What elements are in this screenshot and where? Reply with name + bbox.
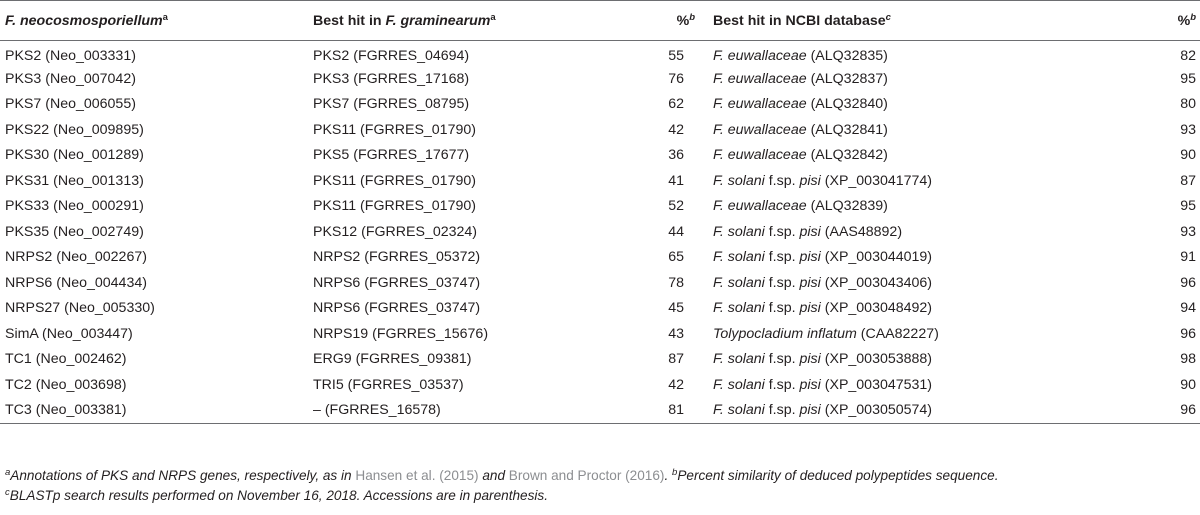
cell-fn-gene: PKS22 (Neo_009895) (5, 121, 144, 138)
cell-fn-gene: TC3 (Neo_003381) (0, 398, 313, 424)
footnote-text: . (664, 468, 673, 483)
footnote-marker: a (162, 11, 168, 23)
forma-name: pisi (799, 172, 821, 189)
header-ncbi-percent (1143, 1, 1200, 41)
table-row (0, 372, 1200, 398)
cell-fg-hit: – (FGRRES_16578) (313, 398, 603, 424)
cell-ncbi-hit (713, 143, 1143, 169)
cell-fg-hit: NRPS6 (FGRRES_03747) (313, 274, 481, 291)
species-name: F. euwallaceae (713, 121, 807, 138)
table-row (0, 270, 1200, 296)
cell-fg-percent: 52 (668, 198, 684, 215)
cell-ncbi-hit (713, 41, 1143, 67)
cell-ncbi-hit (713, 194, 1143, 220)
cell-fg-percent: 65 (668, 249, 684, 266)
cell-ncbi-percent: 93 (1180, 121, 1196, 138)
cell-ncbi-hit (713, 372, 1143, 398)
forma-name: pisi (799, 223, 821, 240)
forma-name: pisi (799, 351, 821, 368)
species-name: F. solani (713, 376, 765, 393)
cell-ncbi-percent: 96 (1180, 325, 1196, 342)
accession: (XP_003044019) (824, 249, 933, 266)
forma-name: pisi (799, 402, 821, 418)
species-name: F. euwallaceae (713, 96, 807, 113)
footnote-marker: a (5, 467, 11, 478)
cell-fg-hit: PKS5 (FGRRES_17677) (313, 147, 470, 164)
accession: (ALQ32835) (810, 47, 888, 64)
footnote-marker: b (1190, 11, 1196, 23)
accession: (ALQ32841) (810, 121, 888, 138)
cell-fn-gene: PKS3 (Neo_007042) (5, 70, 136, 87)
cell-ncbi-hit (713, 92, 1143, 118)
table-row (0, 398, 1200, 424)
cell-ncbi-percent: 90 (1180, 147, 1196, 164)
accession: (ALQ32839) (810, 198, 888, 215)
species-name: F. solani (713, 351, 765, 368)
cell-fg-hit: ERG9 (FGRRES_09381) (313, 351, 472, 368)
forma-specialis: f.sp. (764, 402, 800, 418)
cell-fn-gene: TC1 (Neo_002462) (5, 351, 127, 368)
cell-fg-percent: 42 (668, 376, 684, 393)
forma-specialis: f.sp. (764, 300, 800, 317)
species-name: F. solani (713, 274, 765, 291)
forma-specialis: f.sp. (764, 249, 800, 266)
species-name: F. euwallaceae (713, 70, 807, 87)
cell-ncbi-hit (713, 117, 1143, 143)
cell-ncbi-percent: 80 (1180, 96, 1196, 113)
cell-ncbi-hit (713, 321, 1143, 347)
cell-ncbi-percent: 98 (1180, 351, 1196, 368)
cell-fg-percent: 45 (668, 300, 684, 317)
cell-ncbi-percent: 95 (1180, 198, 1196, 215)
accession: (ALQ32837) (810, 70, 888, 87)
table-row (0, 347, 1200, 373)
cell-fg-hit: PKS12 (FGRRES_02324) (313, 223, 478, 240)
species-name: F. solani (713, 300, 765, 317)
footnote-text: Annotations of PKS and NRPS genes, respectively, as in (10, 468, 356, 483)
cell-fg-percent: 36 (668, 147, 684, 164)
header-row (0, 1, 1200, 41)
species-name: F. solani (713, 249, 765, 266)
header-label: Best hit in (313, 12, 386, 29)
forma-name: pisi (799, 274, 821, 291)
cell-fg-percent: 43 (668, 325, 684, 342)
cell-ncbi-percent: 94 (1180, 300, 1196, 317)
cell-fg-percent: 62 (668, 96, 684, 113)
cell-fn-gene: SimA (Neo_003447) (5, 325, 133, 342)
header-label: % (676, 12, 690, 29)
cell-fn-gene: PKS33 (Neo_000291) (5, 198, 144, 215)
cell-fg-hit: NRPS19 (FGRRES_15676) (313, 325, 489, 342)
cell-fg-percent: 81 (603, 398, 713, 424)
cell-ncbi-percent: 87 (1180, 172, 1196, 189)
accession: (ALQ32842) (810, 147, 888, 164)
cell-fg-hit: NRPS6 (FGRRES_03747) (313, 300, 481, 317)
accession: (XP_003047531) (824, 376, 933, 393)
reference-link[interactable]: Hansen et al. (2015) (355, 468, 479, 483)
cell-fg-percent: 42 (668, 121, 684, 138)
forma-name: pisi (799, 376, 821, 393)
accession: (ALQ32840) (810, 96, 888, 113)
forma-specialis: f.sp. (764, 172, 800, 189)
cell-ncbi-percent: 93 (1180, 223, 1196, 240)
cell-ncbi-percent: 95 (1180, 70, 1196, 87)
footnote-marker: c (5, 487, 10, 498)
cell-fn-gene: PKS2 (Neo_003331) (5, 47, 136, 64)
footnote-marker: a (490, 11, 496, 23)
header-fn-species (0, 1, 313, 41)
forma-specialis: f.sp. (764, 376, 800, 393)
accession: (XP_003043406) (824, 274, 933, 291)
cell-fn-gene: PKS35 (Neo_002749) (5, 223, 144, 240)
species-name: Tolypocladium inflatum (713, 325, 857, 342)
table-row (0, 41, 1200, 67)
cell-fg-hit: PKS7 (FGRRES_08795) (313, 96, 470, 113)
cell-ncbi-percent: 91 (1180, 249, 1196, 266)
table-row (0, 219, 1200, 245)
forma-specialis: f.sp. (764, 351, 800, 368)
accession: (XP_003050574) (824, 402, 933, 418)
cell-ncbi-percent: 96 (1143, 398, 1200, 424)
forma-name: pisi (799, 249, 821, 266)
header-label: % (1177, 12, 1191, 29)
accession: (XP_003048492) (824, 300, 933, 317)
header-ncbi-hit (713, 1, 1143, 41)
table-row (0, 321, 1200, 347)
cell-fg-percent: 55 (668, 47, 684, 64)
forma-name: pisi (799, 300, 821, 317)
cell-fg-hit: PKS11 (FGRRES_01790) (313, 198, 476, 215)
footnote-marker: b (689, 11, 695, 23)
table-row (0, 66, 1200, 92)
species-name: F. solani (713, 402, 765, 418)
cell-ncbi-hit (713, 296, 1143, 322)
cell-fn-gene: NRPS6 (Neo_004434) (5, 274, 147, 291)
table-row (0, 194, 1200, 220)
cell-ncbi-percent: 82 (1180, 47, 1196, 64)
cell-fg-percent: 41 (668, 172, 684, 189)
forma-specialis: f.sp. (764, 223, 800, 240)
species-name: F. solani (713, 223, 765, 240)
accession: (AAS48892) (824, 223, 903, 240)
cell-fn-gene: PKS7 (Neo_006055) (5, 96, 136, 113)
header-label-species: F. graminearum (385, 12, 491, 29)
table-body (0, 41, 1200, 424)
cell-ncbi-percent: 96 (1180, 274, 1196, 291)
cell-fn-gene: NRPS27 (Neo_005330) (5, 300, 155, 317)
header-fg-hit (313, 1, 603, 41)
footnote-text: Percent similarity of deduced polypeptides sequence. (677, 468, 999, 483)
reference-link[interactable]: Brown and Proctor (2016) (508, 468, 665, 483)
header-label: F. neocosmosporiellum (5, 12, 163, 29)
cell-ncbi-hit (713, 66, 1143, 92)
table-row (0, 245, 1200, 271)
table-row (0, 117, 1200, 143)
cell-fg-hit: PKS11 (FGRRES_01790) (313, 121, 476, 138)
cell-fg-percent: 76 (668, 70, 684, 87)
cell-fn-gene: PKS30 (Neo_001289) (5, 147, 144, 164)
species-name: F. euwallaceae (713, 198, 807, 215)
cell-fg-percent: 87 (668, 351, 684, 368)
cell-fg-hit: PKS3 (FGRRES_17168) (313, 70, 470, 87)
cell-ncbi-hit (713, 219, 1143, 245)
cell-fg-hit: PKS11 (FGRRES_01790) (313, 172, 476, 189)
cell-fn-gene: PKS31 (Neo_001313) (5, 172, 144, 189)
table-row (0, 143, 1200, 169)
cell-fn-gene: NRPS2 (Neo_002267) (5, 249, 147, 266)
forma-specialis: f.sp. (764, 274, 800, 291)
accession: (XP_003041774) (824, 172, 933, 189)
cell-fg-hit: TRI5 (FGRRES_03537) (313, 376, 464, 393)
cell-fg-percent: 78 (668, 274, 684, 291)
cell-fg-hit: NRPS2 (FGRRES_05372) (313, 249, 481, 266)
cell-fn-gene: TC2 (Neo_003698) (5, 376, 127, 393)
footnote-marker: b (672, 467, 678, 478)
accession: (CAA82227) (860, 325, 939, 342)
header-label: Best hit in NCBI database (713, 12, 886, 29)
table-footnote (5, 466, 1197, 506)
cell-ncbi-hit (713, 168, 1143, 194)
cell-ncbi-percent: 90 (1180, 376, 1196, 393)
table-row (0, 168, 1200, 194)
table-row (0, 296, 1200, 322)
species-name: F. solani (713, 172, 765, 189)
footnote-marker: c (885, 11, 891, 23)
cell-ncbi-hit (713, 347, 1143, 373)
accession: (XP_003053888) (824, 351, 933, 368)
cell-fg-hit: PKS2 (FGRRES_04694) (313, 47, 470, 64)
cell-ncbi-hit (713, 398, 1143, 424)
footnote-text: and (478, 468, 509, 483)
header-fg-percent (603, 1, 713, 41)
species-name: F. euwallaceae (713, 147, 807, 164)
cell-ncbi-hit (713, 245, 1143, 271)
species-name: F. euwallaceae (713, 47, 807, 64)
cell-fg-percent: 44 (668, 223, 684, 240)
table-row (0, 92, 1200, 118)
footnote-text: BLASTp search results performed on November 16, 2018. Accessions are in parenthesis. (9, 488, 548, 503)
cell-ncbi-hit (713, 270, 1143, 296)
